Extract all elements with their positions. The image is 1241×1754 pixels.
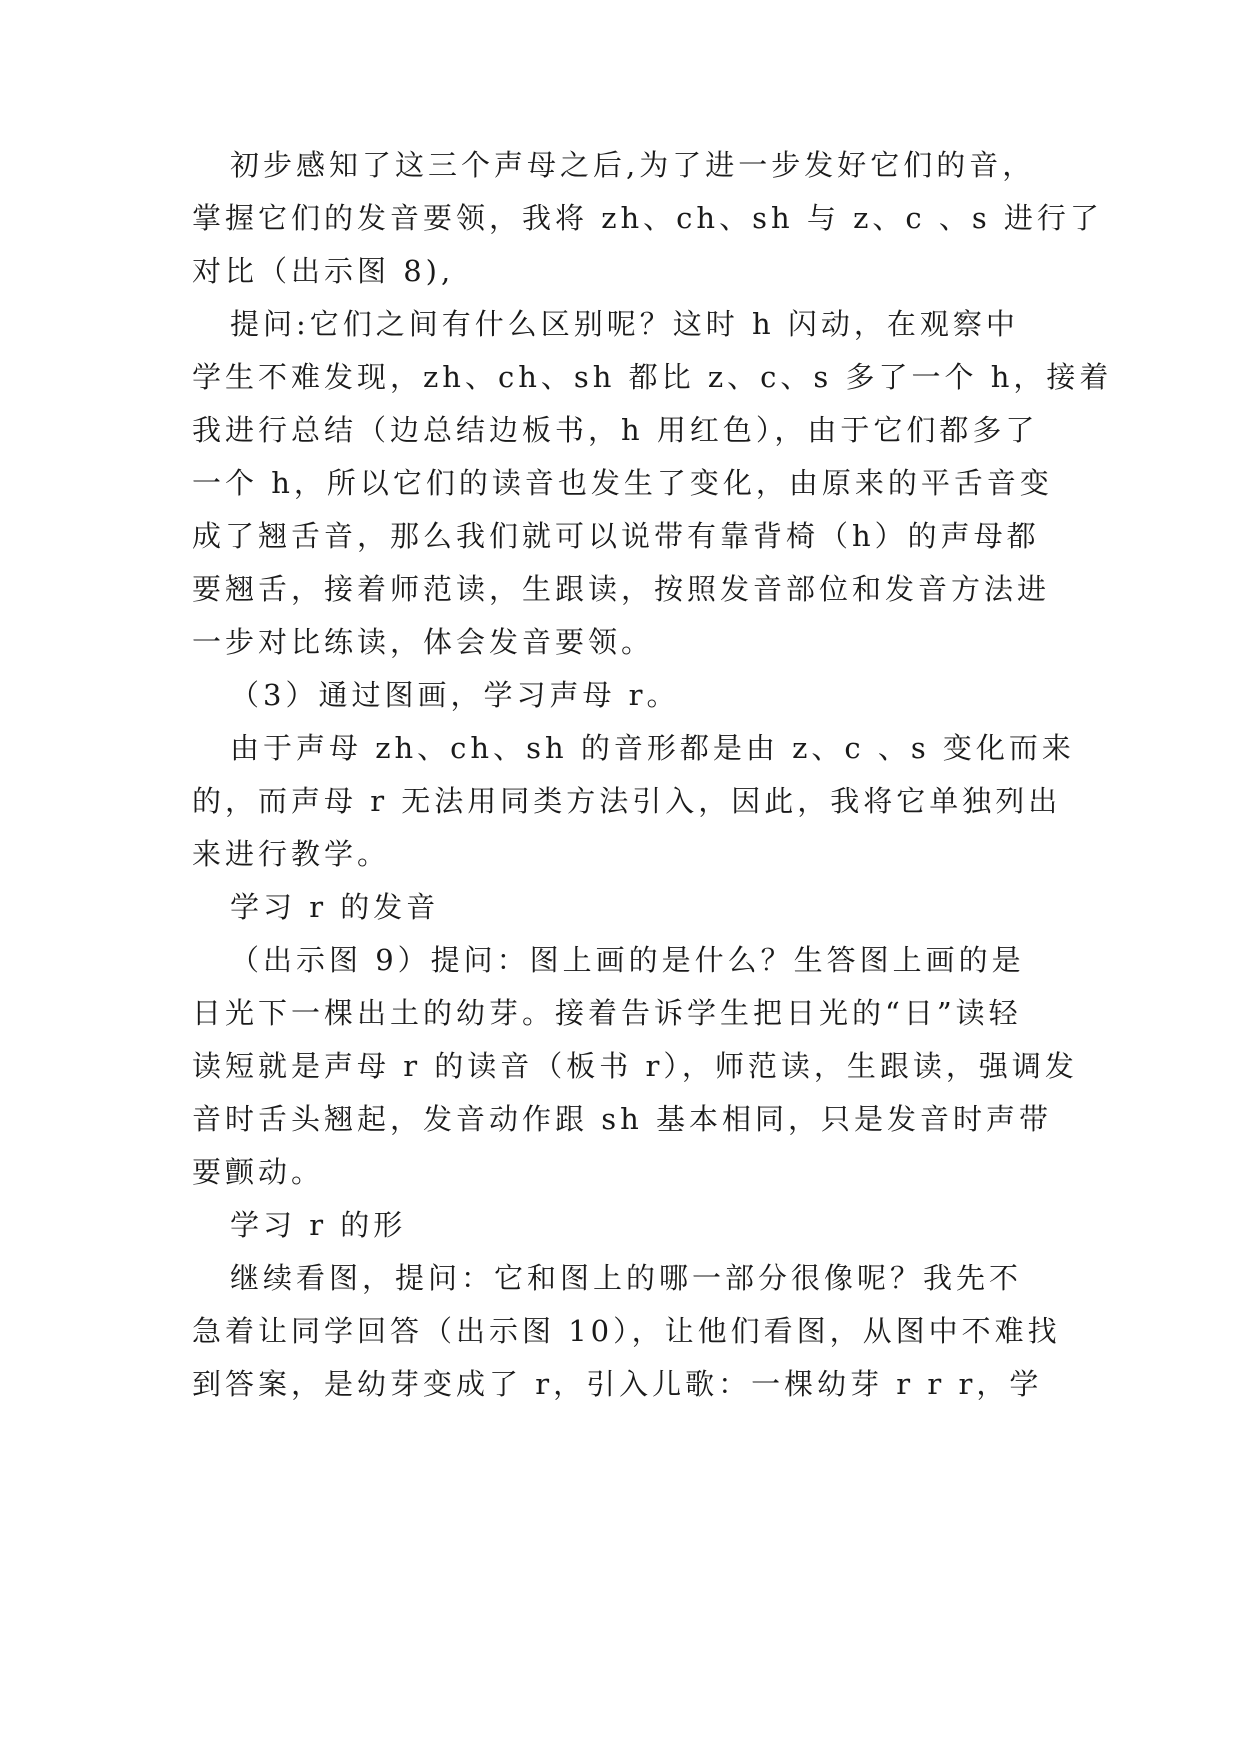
text-line-19: 音时舌头翘起，发音动作跟 sh 基本相同，只是发音时声带 — [192, 1102, 1052, 1136]
text-line-5: 学生不难发现，zh、ch、sh 都比 z、c、s 多了一个 h，接着 — [192, 360, 1113, 394]
text-line-1: 初步感知了这三个声母之后,为了进一步发好它们的音， — [230, 148, 1036, 182]
text-line-12: 由于声母 zh、ch、sh 的音形都是由 z、c 、s 变化而来 — [230, 731, 1075, 765]
text-line-17: 日光下一棵出土的幼芽。接着告诉学生把日光的“日”读轻 — [192, 996, 1022, 1030]
text-line-10: 一步对比练读，体会发音要领。 — [192, 625, 655, 659]
text-line-4: 提问:它们之间有什么区别呢？这时 h 闪动，在观察中 — [230, 307, 1019, 341]
text-line-13: 的，而声母 r 无法用同类方法引入，因此，我将它单独列出 — [192, 784, 1062, 818]
text-line-16: （出示图 9）提问：图上画的是什么？生答图上画的是 — [230, 943, 1025, 977]
subheading-r-sound: 学习 r 的发音 — [230, 890, 440, 924]
text-line-18: 读短就是声母 r 的读音（板书 r），师范读，生跟读，强调发 — [192, 1049, 1078, 1083]
section-heading-3: （3）通过图画，学习声母 r。 — [230, 678, 680, 712]
text-line-9: 要翘舌，接着师范读，生跟读，按照发音部位和发音方法进 — [192, 572, 1051, 606]
text-line-23: 急着让同学回答（出示图 10），让他们看图，从图中不难找 — [192, 1314, 1061, 1348]
text-line-3: 对比（出示图 8), — [192, 254, 455, 288]
text-line-8: 成了翘舌音，那么我们就可以说带有靠背椅（h）的声母都 — [192, 519, 1040, 553]
text-line-2: 掌握它们的发音要领，我将 zh、ch、sh 与 z、c 、s 进行了 — [192, 201, 1103, 235]
text-line-14: 来进行教学。 — [192, 837, 391, 871]
text-line-7: 一个 h，所以它们的读音也发生了变化，由原来的平舌音变 — [192, 466, 1053, 500]
text-line-20: 要颤动。 — [192, 1155, 325, 1189]
text-line-24: 到答案，是幼芽变成了 r，引入儿歌：一棵幼芽 r r r，学 — [192, 1367, 1043, 1401]
text-line-22: 继续看图，提问：它和图上的哪一部分很像呢？我先不 — [230, 1261, 1023, 1295]
subheading-r-shape: 学习 r 的形 — [230, 1208, 407, 1242]
text-line-6: 我进行总结（边总结边板书，h 用红色），由于它们都多了 — [192, 413, 1039, 447]
